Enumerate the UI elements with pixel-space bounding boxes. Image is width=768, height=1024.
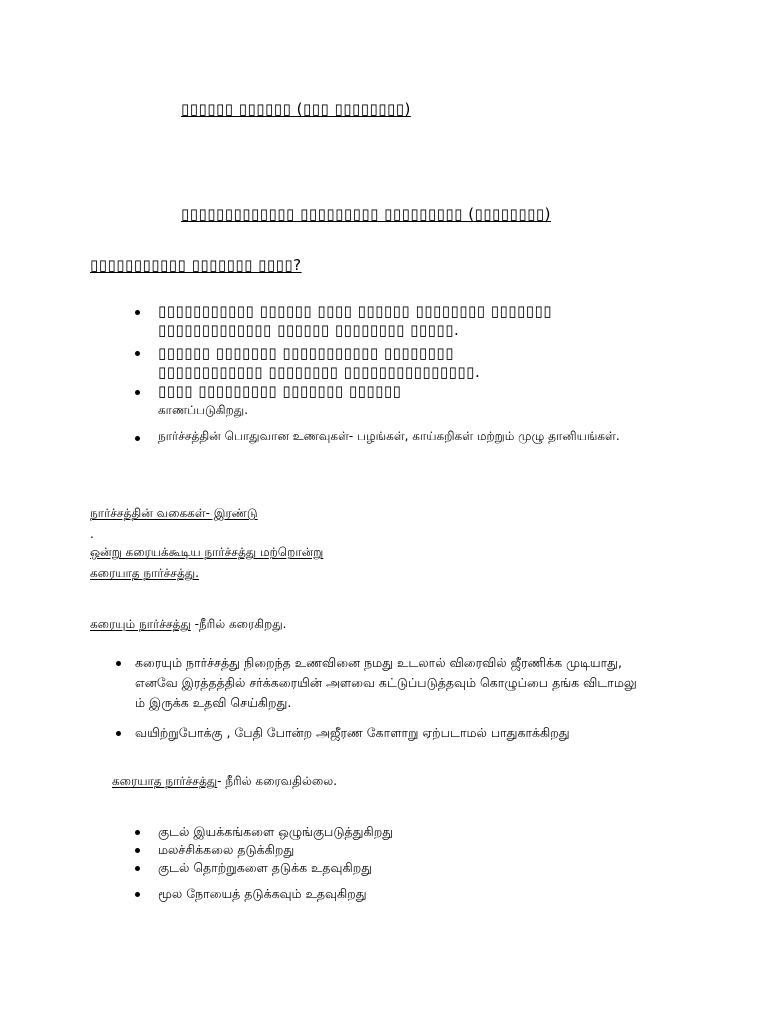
bullet-marker bbox=[135, 866, 140, 871]
bullet-marker bbox=[135, 351, 140, 356]
types-line-2: கரையாத நார்ச்சத்து. bbox=[90, 566, 199, 580]
doc-heading: ▯▯▯▯▯▯▯▯▯▯▯▯▯ ▯▯▯▯▯▯▯▯▯ ▯▯▯▯▯▯▯▯▯ (▯▯▯▯▯▯▯▯) bbox=[181, 205, 551, 223]
list-item: நார்ச்சத்தின் பொதுவான உணவுகள்- பழங்கள், காய்கறிகள் மற்றும் முழு தானியங்கள். bbox=[158, 429, 620, 443]
list-item: கரையும் நார்ச்சத்து நிறைந்த உணவினை நமது உடலால் விரைவில் ஜீரணிக்க முடியாது, bbox=[135, 655, 622, 670]
insoluble-rest: - நீரில் கரைவதில்லை. bbox=[217, 774, 338, 788]
list-item: மூல நோயைத் தடுக்கவும் உதவுகிறது bbox=[158, 886, 367, 901]
types-line-1: ஒன்று கரையக்கூடிய நார்ச்சத்து மற்றொன்று bbox=[90, 545, 324, 559]
types-dot: . bbox=[90, 527, 94, 541]
list-item: காணப்படுகிறது. bbox=[158, 403, 249, 417]
bullet-marker bbox=[135, 436, 140, 441]
list-item: ▯▯▯▯▯▯▯▯▯▯▯▯▯ ▯▯▯▯▯▯ ▯▯▯▯▯▯▯▯ ▯▯▯▯▯. bbox=[158, 321, 460, 339]
list-item: வயிற்றுபோக்கு , பேதி போன்ற அஜீரண கோளாறு ஏற்படாமல் பாதுகாக்கிறது bbox=[135, 725, 570, 740]
list-item: குடல் தொற்றுகளை தடுக்க உதவுகிறது bbox=[158, 860, 373, 875]
types-heading: நார்ச்சத்தின் வகைகள்- இரண்டு bbox=[90, 506, 258, 520]
soluble-heading bbox=[90, 617, 286, 631]
list-item: ▯▯▯▯▯▯▯▯▯▯▯ ▯▯▯▯▯▯ ▯▯▯▯ ▯▯▯▯▯▯ ▯▯▯▯▯▯▯▯ ▯▯▯▯▯▯▯ bbox=[158, 302, 553, 320]
bullet-marker bbox=[116, 731, 121, 736]
list-item: ம் இருக்க உதவி செய்கிறது. bbox=[135, 695, 292, 710]
bullet-marker bbox=[116, 661, 121, 666]
list-item: மலச்சிக்கலை தடுக்கிறது bbox=[158, 842, 295, 857]
list-item: எனவே இரத்தத்தில் சர்க்கரையின் அளவை கட்டுப்படுத்தவும் கொழுப்பை தங்க விடாமலு bbox=[135, 675, 637, 690]
soluble-label: கரையும் நார்ச்சத்து bbox=[90, 617, 191, 631]
list-item: ▯▯▯▯ ▯▯▯▯▯▯▯▯▯ ▯▯▯▯▯▯▯ ▯▯▯▯▯▯ bbox=[158, 382, 402, 400]
doc-question: ▯▯▯▯▯▯▯▯▯▯▯ ▯▯▯▯▯▯▯ ▯▯▯▯? bbox=[90, 256, 302, 274]
list-item: ▯▯▯▯▯▯▯▯▯▯▯▯ ▯▯▯▯▯▯▯▯ ▯▯▯▯▯▯▯▯▯▯▯▯▯▯▯. bbox=[158, 363, 481, 381]
bullet-marker bbox=[135, 390, 140, 395]
soluble-rest: -நீரில் கரைகிறது. bbox=[190, 617, 287, 631]
bullet-marker bbox=[135, 848, 140, 853]
bullet-marker bbox=[135, 892, 140, 897]
insoluble-label: கரையாத நார்ச்சத்து bbox=[112, 774, 218, 788]
list-item: குடல் இயக்கங்களை ஒழுங்குபடுத்துகிறது bbox=[158, 824, 394, 839]
insoluble-heading bbox=[112, 774, 337, 788]
bullet-marker bbox=[135, 310, 140, 315]
bullet-marker bbox=[135, 830, 140, 835]
doc-title: ▯▯▯▯▯▯ ▯▯▯▯▯▯ (▯▯▯ ▯▯▯▯▯▯▯▯) bbox=[181, 100, 411, 118]
list-item: ▯▯▯▯▯▯ ▯▯▯▯▯▯▯ ▯▯▯▯▯▯▯▯▯▯▯ ▯▯▯▯▯▯▯▯ bbox=[158, 344, 454, 362]
